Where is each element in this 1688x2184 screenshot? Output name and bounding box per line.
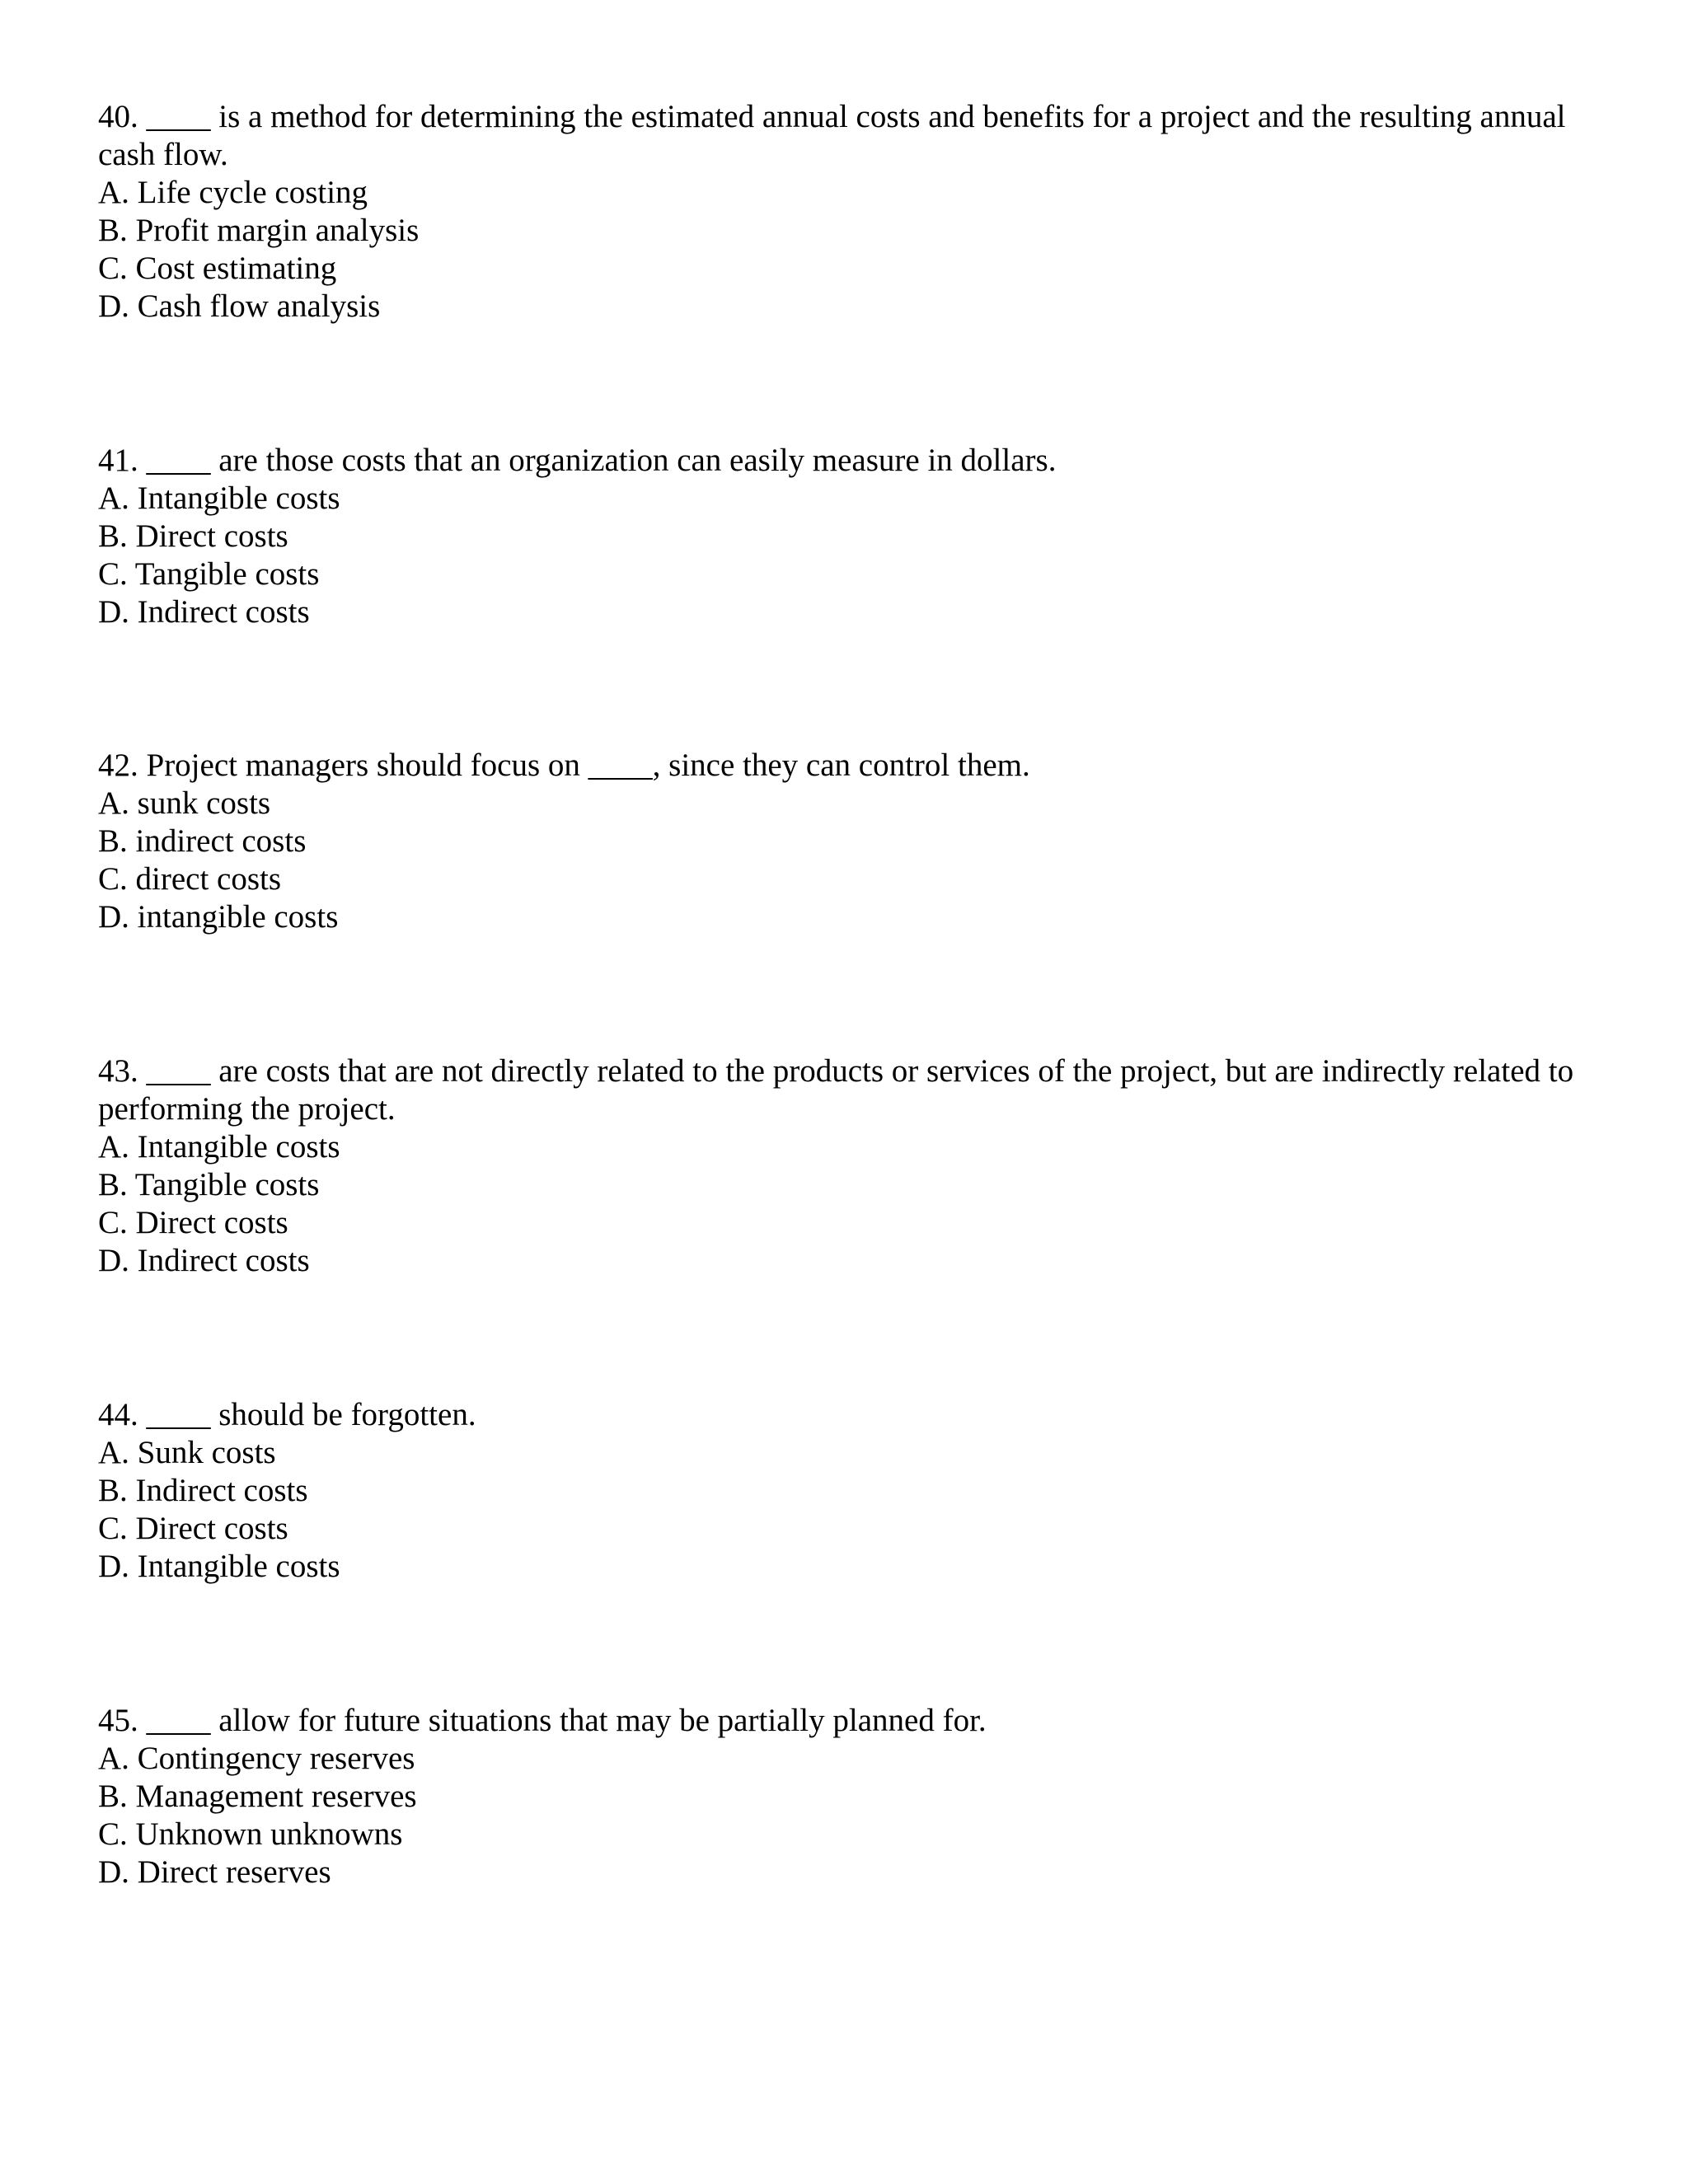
question-42: [98, 747, 1606, 936]
answer-option-d: D. Indirect costs: [98, 594, 310, 630]
question-44: [98, 1396, 1606, 1586]
answer-option-c: C. Tangible costs: [98, 556, 320, 592]
question-40: [98, 98, 1606, 326]
answer-option-b: B. Management reserves: [98, 1779, 417, 1814]
answer-option-c: C. Direct costs: [98, 1511, 288, 1546]
answer-option-b: B. Direct costs: [98, 518, 288, 554]
question-stem: 45. ____ allow for future situations that may be partially planned for.: [98, 1703, 987, 1738]
answer-option-b: B. Tangible costs: [98, 1167, 320, 1202]
question-stem: 44. ____ should be forgotten.: [98, 1397, 476, 1432]
answer-option-c: C. Cost estimating: [98, 251, 337, 286]
question-43: [98, 1052, 1606, 1280]
question-stem: 40. ____ is a method for determining the estimated annual costs and benefits for a project and the resulting annual cash flow.: [98, 99, 1574, 172]
answer-option-d: D. Direct reserves: [98, 1854, 331, 1890]
answer-option-a: A. Intangible costs: [98, 480, 340, 516]
question-45: [98, 1702, 1606, 1891]
question-stem: 42. Project managers should focus on ____, since they can control them.: [98, 748, 1030, 783]
question-stem: 41. ____ are those costs that an organization can easily measure in dollars.: [98, 443, 1057, 478]
answer-option-d: D. intangible costs: [98, 899, 339, 935]
answer-option-c: C. Direct costs: [98, 1205, 288, 1240]
answer-option-b: B. Profit margin analysis: [98, 213, 420, 248]
question-stem: 43. ____ are costs that are not directly related to the products or services of the project, but are indirectly related to performing the project.: [98, 1053, 1582, 1127]
answer-option-a: A. sunk costs: [98, 785, 271, 821]
answer-option-d: D. Intangible costs: [98, 1549, 340, 1584]
answer-option-b: B. indirect costs: [98, 823, 307, 859]
answer-option-d: D. Cash flow analysis: [98, 288, 381, 324]
answer-option-a: A. Sunk costs: [98, 1435, 276, 1470]
answer-option-a: A. Contingency reserves: [98, 1741, 415, 1776]
answer-option-c: C. direct costs: [98, 861, 282, 897]
question-41: [98, 442, 1606, 631]
answer-option-a: A. Life cycle costing: [98, 175, 368, 210]
answer-option-a: A. Intangible costs: [98, 1129, 340, 1165]
answer-option-c: C. Unknown unknowns: [98, 1816, 403, 1852]
answer-option-d: D. Indirect costs: [98, 1243, 310, 1278]
answer-option-b: B. Indirect costs: [98, 1473, 308, 1508]
